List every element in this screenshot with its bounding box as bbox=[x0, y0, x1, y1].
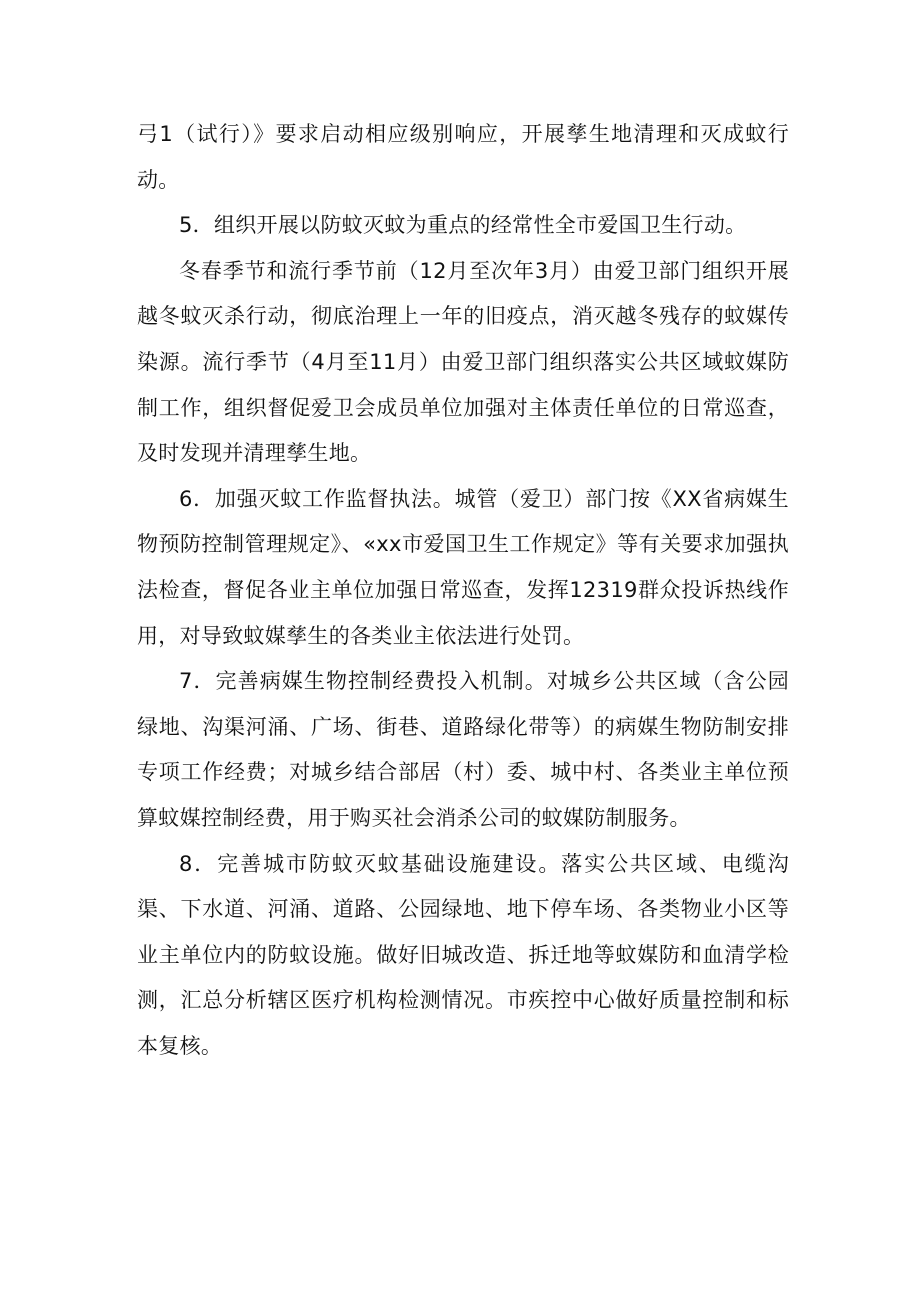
paragraph-item-7: 7．完善病媒生物控制经费投入机制。对城乡公共区域（含公园绿地、沟渠河涌、广场、街巷、道路绿化带等）的病媒生物防制安排专项工作经费；对城乡结合部居（村）委、城中村、各类业主单位预算蚊媒控制经费，用于购买社会消杀公司的蚊媒防制服务。 bbox=[137, 669, 789, 830]
paragraph-seasonal-actions: 冬春季节和流行季节前（12月至次年3月）由爱卫部门组织开展越冬蚊灭杀行动，彻底治理上一年的旧疫点，消灭越冬残存的蚊媒传染源。流行季节（4月至11月）由爱卫部门组织落实公共区域蚊媒防制工作，组织督促爱卫会成员单位加强对主体责任单位的日常巡查，及时发现并清理孳生地。 bbox=[137, 258, 789, 466]
paragraph-item-6: 6．加强灭蚊工作监督执法。城管（爱卫）部门按《XX省病媒生物预防控制管理规定》、«xx市爱国卫生工作规定》等有关要求加强执法检查，督促各业主单位加强日常巡查，发挥12319群众投诉热线作用，对导致蚊媒孳生的各类业主依法进行处罚。 bbox=[137, 486, 789, 648]
paragraph-item-5: 5．组织开展以防蚊灭蚊为重点的经常性全市爱国卫生行动。 bbox=[179, 213, 747, 238]
paragraph-continuation: 弓1（试行）》要求启动相应级别响应，开展孳生地清理和灭成蚊行动。 bbox=[137, 122, 789, 192]
document-body bbox=[137, 112, 789, 1069]
paragraph-item-8: 8．完善城市防蚊灭蚊基础设施建设。落实公共区域、电缆沟渠、下水道、河涌、道路、公园绿地、地下停车场、各类物业小区等业主单位内的防蚊设施。做好旧城改造、拆迁地等蚊媒防和血清学检测，汇总分析辖区医疗机构检测情况。市疾控中心做好质量控制和标本复核。 bbox=[137, 851, 789, 1058]
